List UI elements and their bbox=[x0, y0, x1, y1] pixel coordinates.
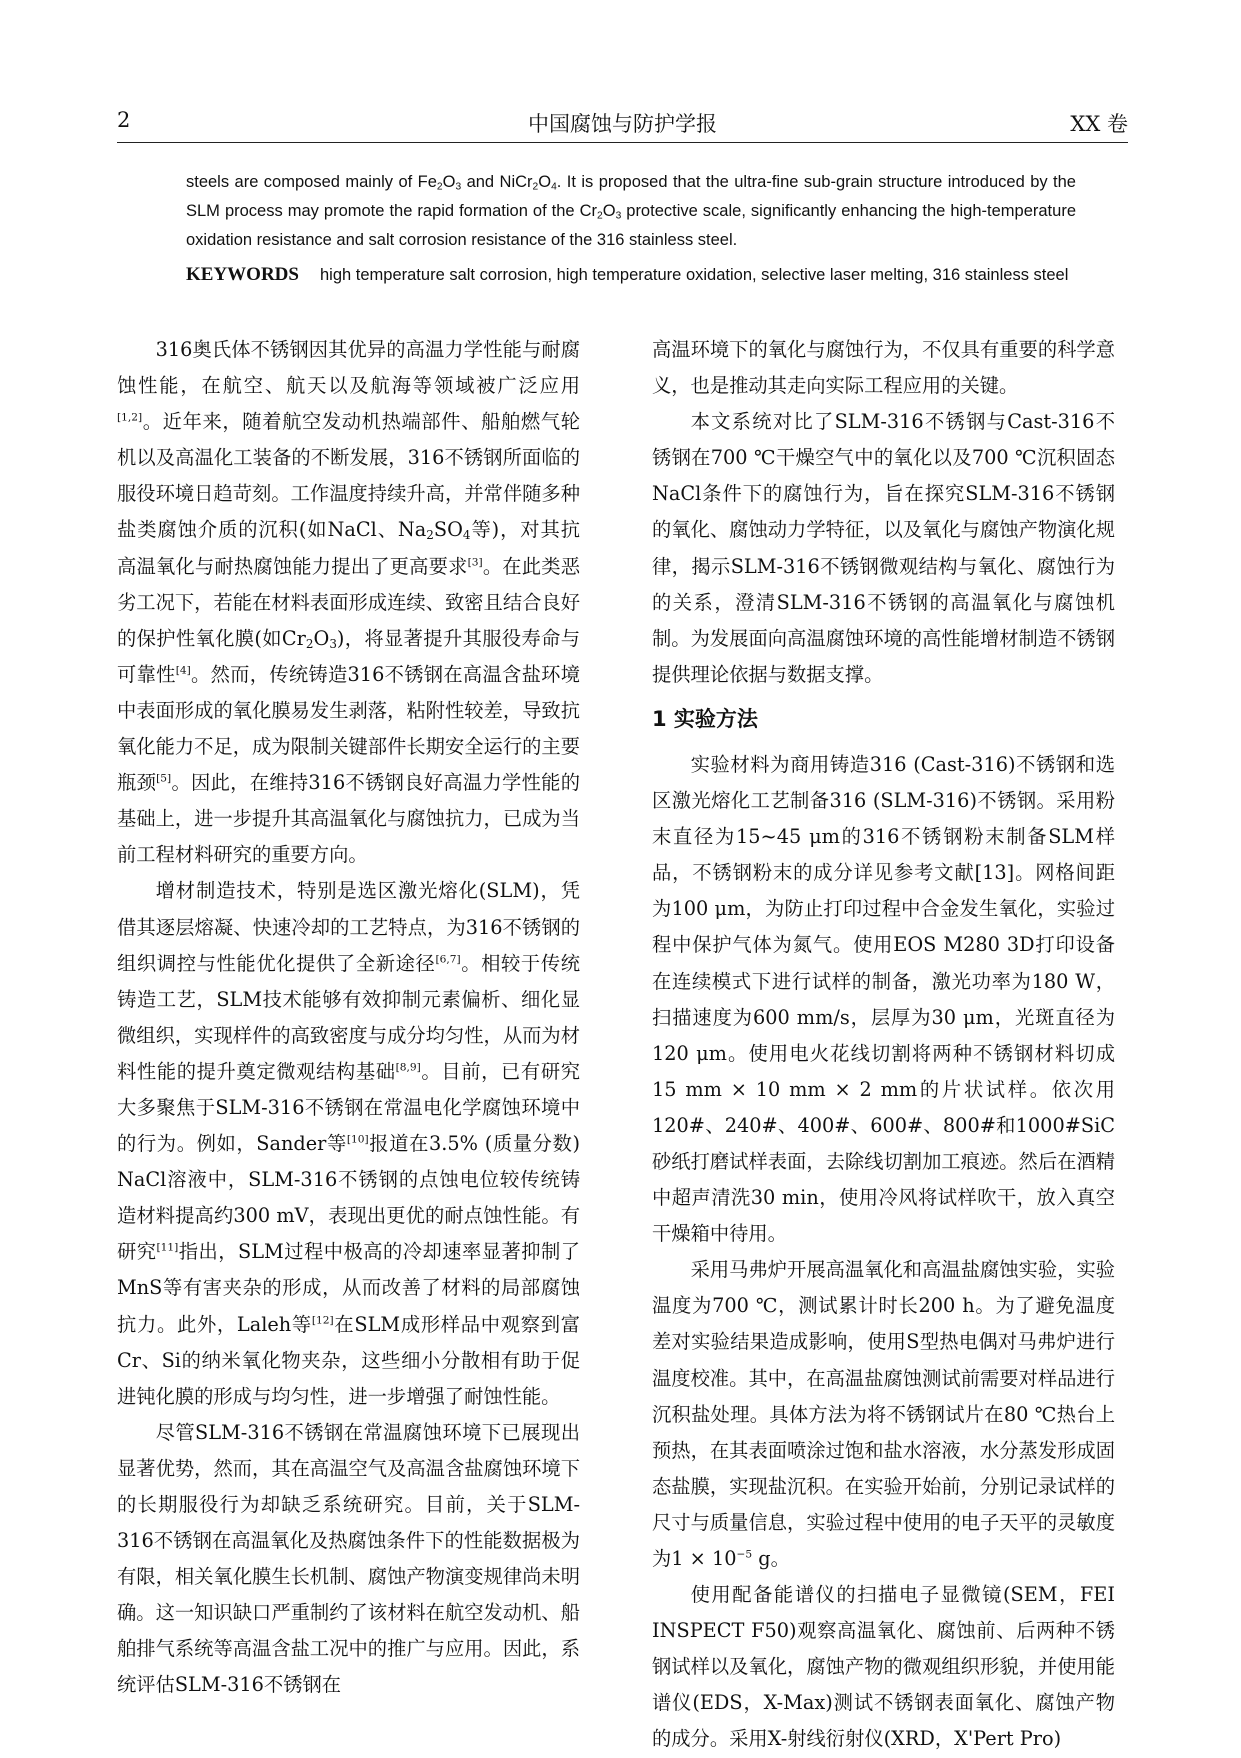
left-column bbox=[117, 332, 580, 1704]
right-column bbox=[652, 332, 1115, 1758]
paragraph: 本文系统对比了SLM-316不锈钢与Cast-316不锈钢在700 ℃干燥空气中的氧化以及700 ℃沉积固态NaCl条件下的腐蚀行为，旨在探究SLM-316不锈钢的氧化、腐蚀动力学特征，以及氧化与腐蚀产物演化规律，揭示SLM-316不锈钢微观结构与氧化、腐蚀行为的关系，澄清SLM-316不锈钢的高温氧化与腐蚀机制。为发展面向高温腐蚀环境的高性能增材制造不锈钢提供理论依据与数据支撑。 bbox=[652, 410, 1115, 686]
paragraph: 增材制造技术，特别是选区激光熔化(SLM)，凭借其逐层熔凝、快速冷却的工艺特点，为316不锈钢的组织调控与性能优化提供了全新途径[6,7]。相较于传统铸造工艺，SLM技术能够有效抑制元素偏析、细化显微组织，实现样件的高致密度与成分均匀性，从而为材料性能的提升奠定微观结构基础[8,9]。目前，已有研究大多聚焦于SLM-316不锈钢在常温电化学腐蚀环境中的行为。例如，Sander等[10]报道在3.5% (质量分数) NaCl溶液中，SLM-316不锈钢的点蚀电位较传统铸造材料提高约300 mV，表现出更优的耐点蚀性能。有研究[11]指出，SLM过程中极高的冷却速率显著抑制了MnS等有害夹杂的形成，从而改善了材料的局部腐蚀抗力。此外，Laleh等[12]在SLM成形样品中观察到富Cr、Si的纳米氧化物夹杂，这些细小分散相有助于促进钝化膜的形成与均匀性，进一步增强了耐蚀性能。 bbox=[117, 879, 581, 1408]
keywords bbox=[186, 262, 1076, 288]
citation: [8,9] bbox=[395, 1060, 421, 1074]
citation: [3] bbox=[467, 555, 483, 569]
paragraph: 使用配备能谱仪的扫描电子显微镜(SEM，FEI INSPECT F50)观察高温氧化、腐蚀前、后两种不锈钢试样以及氧化，腐蚀产物的微观组织形貌，并使用能谱仪(EDS，X-Max)测试不锈钢表面氧化、腐蚀产物的成分。采用X-射线衍射仪(XRD，X'Pert Pro) bbox=[652, 1583, 1115, 1751]
citation: [6,7] bbox=[435, 952, 461, 966]
citation: [11] bbox=[156, 1240, 179, 1254]
volume-label: XX 卷 bbox=[1070, 112, 1128, 136]
paragraph: 实验材料为商用铸造316 (Cast-316)不锈钢和选区激光熔化工艺制备316 (SLM-316)不锈钢。采用粉末直径为15~45 μm的316不锈钢粉末制备SLM样品，不锈钢粉末的成分详见参考文献[13]。网格间距为100 μm，为防止打印过程中合金发生氧化，实验过程中保护气体为氮气。使用EOS M280 3D打印设备在连续模式下进行试样的制备，激光功率为180 W，扫描速度为600 mm/s，层厚为30 μm，光斑直径为120 μm。使用电火花线切割将两种不锈钢材料切成15 mm × 10 mm × 2 mm的片状试样。依次用120#、240#、400#、600#、800#和1000#SiC砂纸打磨试样表面，去除线切割加工痕迹。然后在酒精中超声清洗30 min，使用冷风将试样吹干，放入真空干燥箱中待用。 bbox=[652, 752, 1115, 1246]
citation: [1,2] bbox=[117, 410, 143, 424]
journal-title: 中国腐蚀与防护学报 bbox=[528, 112, 717, 136]
paragraph: 316奥氏体不锈钢因其优异的高温力学性能与耐腐蚀性能，在航空、航天以及航海等领域被广泛应用[1,2]。近年来，随着航空发动机热端部件、船舶燃气轮机以及高温化工装备的不断发展，316不锈钢所面临的服役环境日趋苛刻。工作温度持续升高，并常伴随多种盐类腐蚀介质的沉积(如NaCl、$Na_2SO_4$等)，对其抗高温氧化与耐热腐蚀能力提出了更高要求[3]。在此类恶劣工况下，若能在材料表面形成连续、致密且结合良好的保护性氧化膜(如$Cr_2O_3$)，将显著提升其服役寿命与可靠性[4]。然而，传统铸造316不锈钢在高温含盐环境中表面形成的氧化膜易发生剥落，粘附性较差，导致抗氧化能力不足，成为限制关键部件长期安全运行的主要瓶颈[5]。因此，在维持316不锈钢良好高温力学性能的基础上，进一步提升其高温氧化与腐蚀抗力，已成为当前工程材料研究的重要方向。 bbox=[117, 338, 581, 867]
citation: [12] bbox=[311, 1313, 334, 1327]
keywords-text: high temperature salt corrosion, high temperature oxidation, selective laser melting, 316 stainless steel bbox=[320, 266, 1069, 284]
citation: [4] bbox=[175, 663, 191, 677]
paragraph: 尽管SLM-316不锈钢在常温腐蚀环境下已展现出显著优势，然而，其在高温空气及高温含盐腐蚀环境下的长期服役行为却缺乏系统研究。目前，关于SLM-316不锈钢在高温氧化及热腐蚀条件下的性能数据极为有限，相关氧化膜生长机制、腐蚀产物演变规律尚未明确。这一知识缺口严重制约了该材料在航空发动机、船舶排气系统等高温含盐工况中的推广与应用。因此，系统评估SLM-316不锈钢在 bbox=[117, 1420, 580, 1697]
paragraph: 高温环境下的氧化与腐蚀行为，不仅具有重要的科学意义，也是推动其走向实际工程应用的关键。 bbox=[652, 338, 1115, 398]
paragraph: 采用马弗炉开展高温氧化和高温盐腐蚀实验，实验温度为700 ℃，测试累计时长200 h。为了避免温度差对实验结果造成影响，使用S型热电偶对马弗炉进行温度校准。其中，在高温盐腐蚀测试前需要对样品进行沉积盐处理。具体方法为将不锈钢试片在80 ℃热台上预热，在其表面喷涂过饱和盐水溶液，水分蒸发形成固态盐膜，实现盐沉积。在实验开始前，分别记录试样的尺寸与质量信息，实验过程中使用的电子天平的灵敏度为$1 \times 10^{-5}$ g。 bbox=[652, 1258, 1115, 1570]
abstract-continuation bbox=[186, 168, 1076, 255]
abstract-text: steels are composed mainly of $Fe_2O_3$ and $NiCr_2O_4$. It is proposed that the ultra-fine sub-grain structure introduced by the SLM process may promote the rapid formation of the $Cr_2O_3$ protective scale, significantly enhancing the high-temperature oxidation resistance and salt corrosion resistance of the 316 stainless steel. bbox=[186, 173, 1076, 249]
running-header bbox=[117, 108, 1128, 143]
page-number: 2 bbox=[117, 108, 131, 132]
keywords-label: KEYWORDS bbox=[186, 264, 299, 285]
citation: [10] bbox=[346, 1132, 369, 1146]
section-heading: 1 实验方法 bbox=[652, 706, 758, 731]
citation: [5] bbox=[156, 771, 172, 785]
